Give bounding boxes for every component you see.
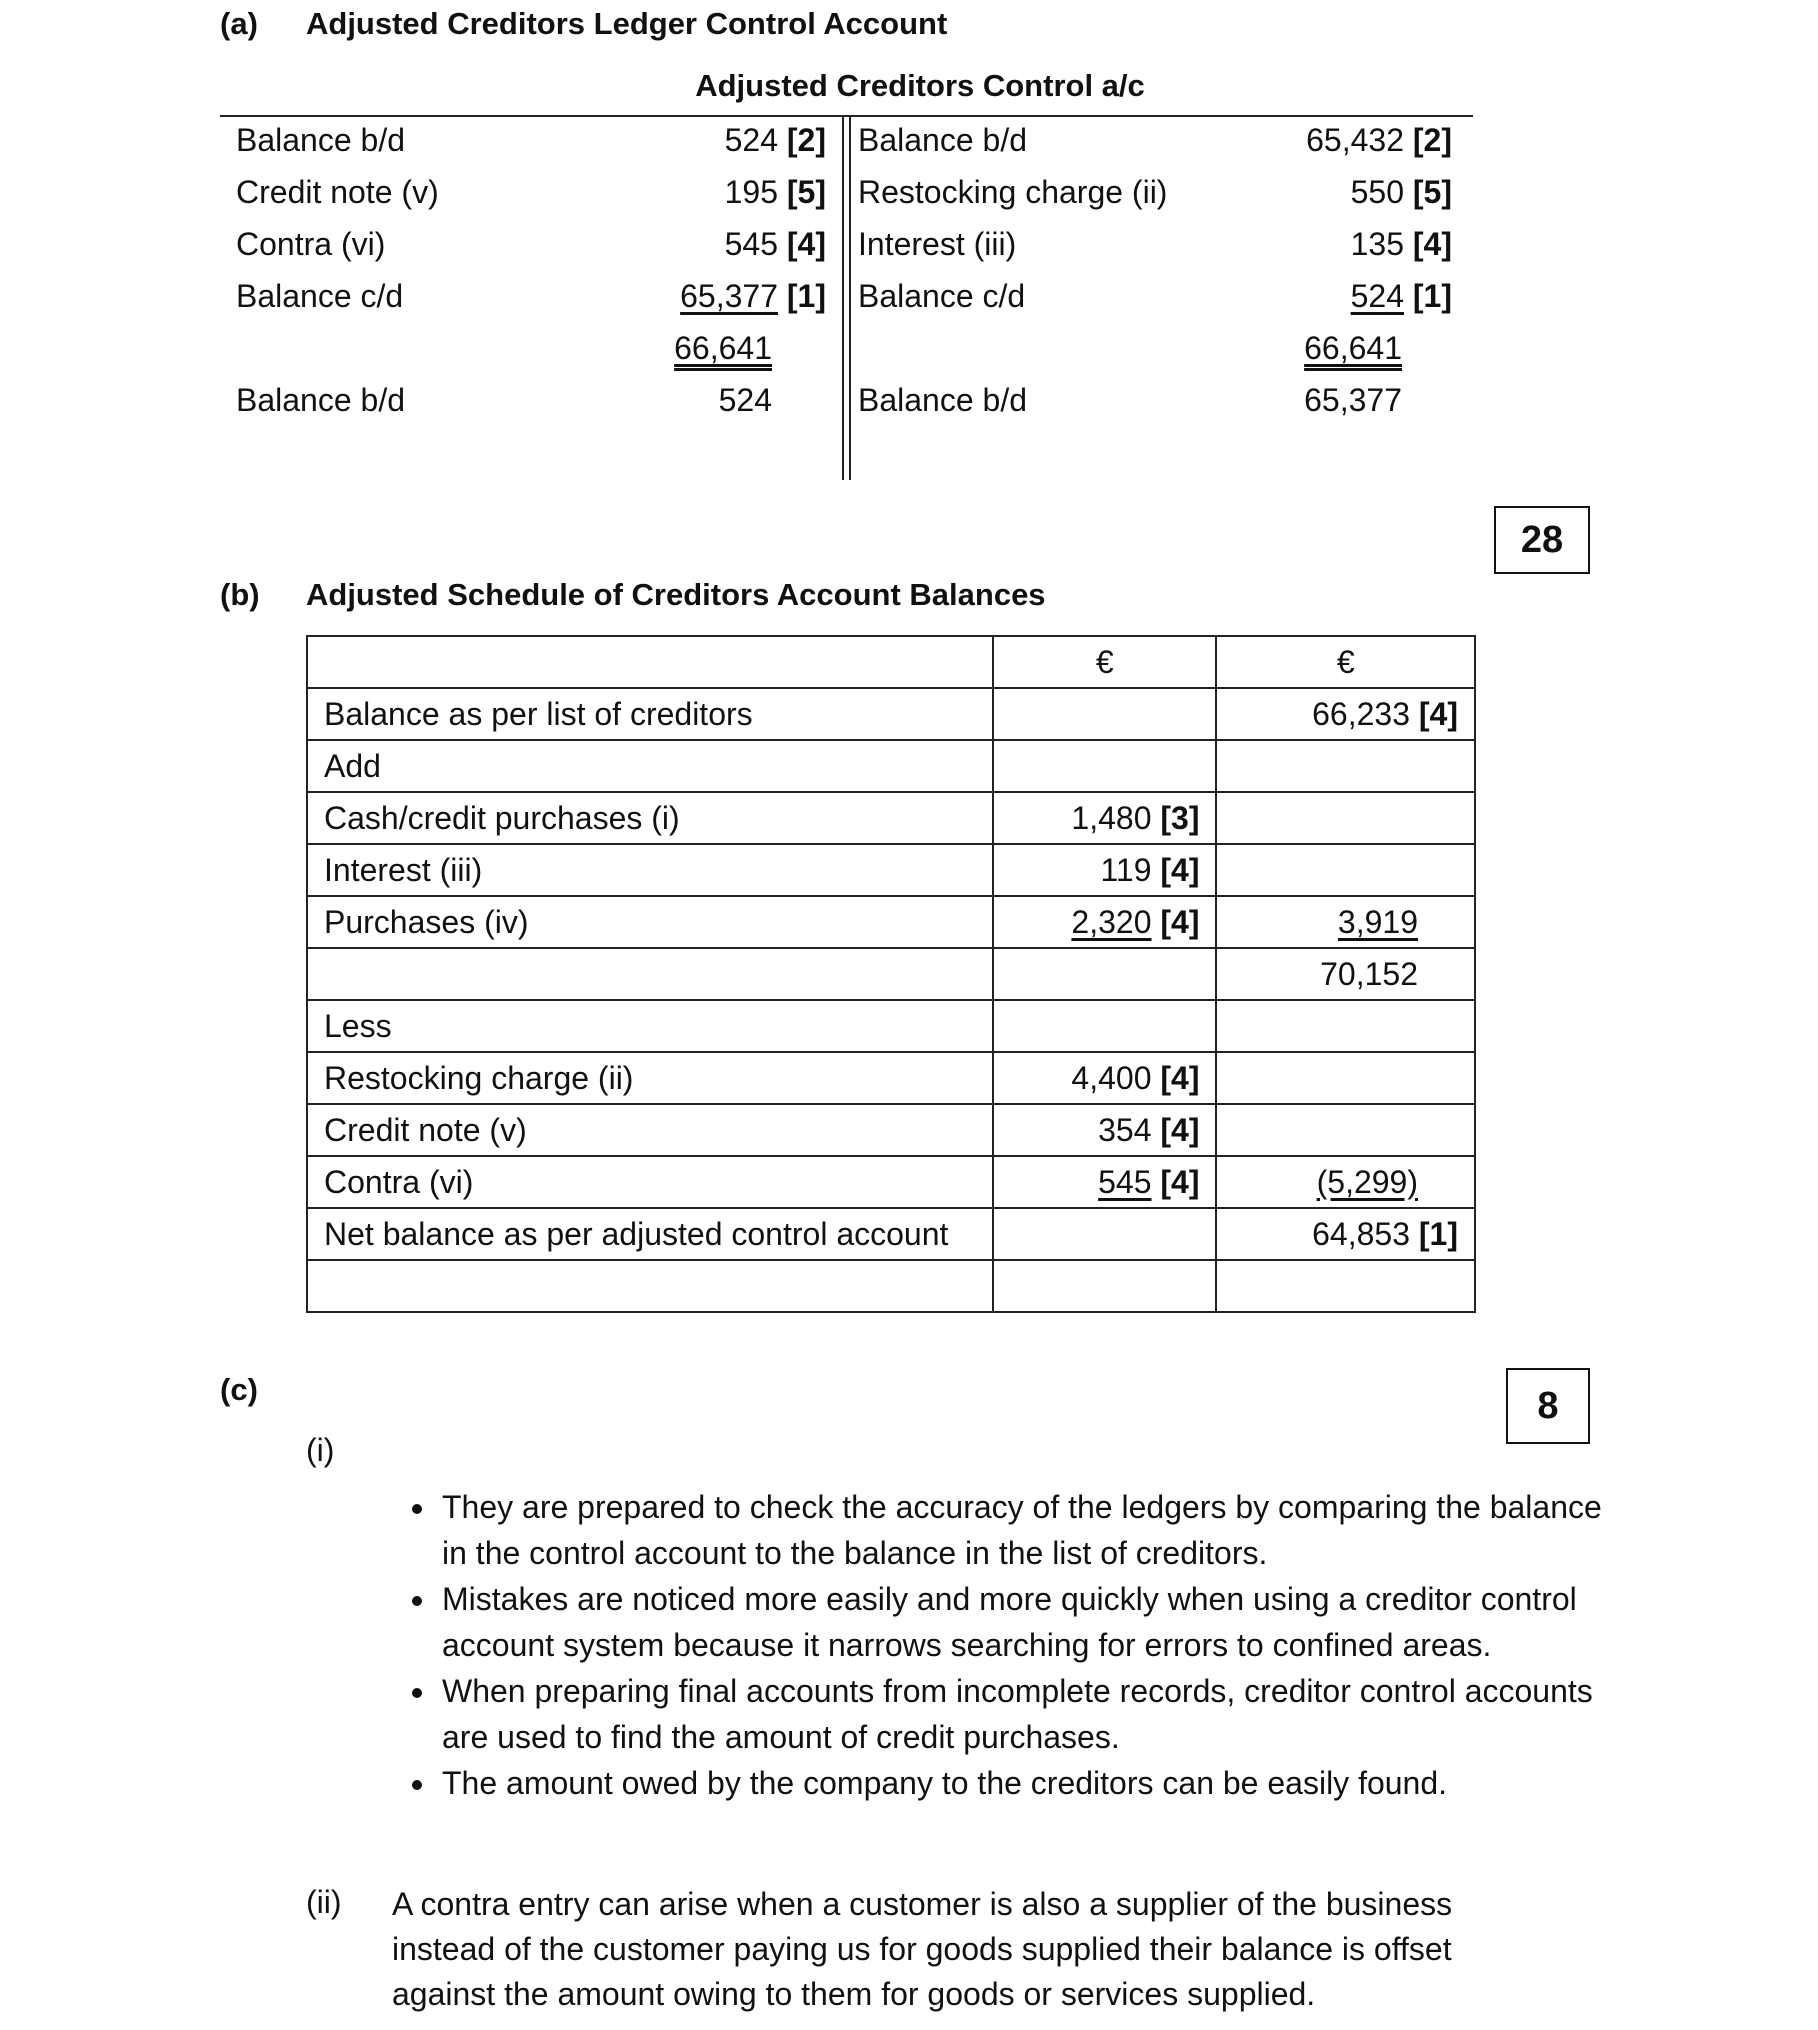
debit-amount-value: 65,377 <box>680 278 778 314</box>
score-box-part-b: 8 <box>1506 1368 1590 1444</box>
table-row <box>307 1208 1475 1260</box>
table-row <box>307 1104 1475 1156</box>
second-amount-value: (5,299) <box>1316 1163 1418 1200</box>
currency-header: € <box>1216 636 1475 688</box>
credit-entry-label: Restocking charge (ii) <box>858 174 1168 210</box>
table-header-row <box>307 636 1475 688</box>
credit-total: 66,641 <box>1304 330 1402 366</box>
second-amount-cell <box>1216 1260 1475 1312</box>
part-c-ii-label: (ii) <box>306 1884 342 1920</box>
credit-amount-value: 550 <box>1350 174 1404 210</box>
first-amount-value: 1,480 <box>1071 799 1152 836</box>
bullet-point: • When preparing final accounts from incomplete records, creditor control accounts are used to find the amount of credit purchases. <box>438 1668 1618 1760</box>
debit-entry-amount <box>600 122 826 159</box>
second-amount-mark: [1] <box>1418 1215 1458 1252</box>
first-amount-value: 2,320 <box>1071 903 1152 940</box>
second-amount-cell <box>1216 896 1475 948</box>
first-amount-cell <box>993 1260 1216 1312</box>
part-c-i-bullet-list <box>400 1484 1618 1806</box>
part-a-label: (a) <box>220 6 258 41</box>
debit-balance-bd-amount: 524 <box>718 382 772 418</box>
second-amount-value: 64,853 <box>1312 1215 1410 1252</box>
credit-amount-value: 135 <box>1350 226 1404 262</box>
second-amount-cell <box>1216 1052 1475 1104</box>
row-label-cell: Cash/credit purchases (i) <box>307 792 993 844</box>
table-row <box>307 688 1475 740</box>
table-row <box>307 1260 1475 1312</box>
credit-mark: [1] <box>1412 278 1452 314</box>
credit-entry-label: Balance c/d <box>858 278 1026 314</box>
credit-entry-amount <box>1200 174 1452 211</box>
row-label-cell: Add <box>307 740 993 792</box>
table-row <box>307 948 1475 1000</box>
row-label-cell: Interest (iii) <box>307 844 993 896</box>
credit-entry-amount <box>1200 122 1452 159</box>
account-title: Adjusted Creditors Control a/c <box>695 68 1145 103</box>
credit-balance-bd-amount: 65,377 <box>1304 382 1402 418</box>
second-amount-value: 70,152 <box>1320 955 1418 992</box>
debit-entry-label: Balance c/d <box>236 278 404 314</box>
first-amount-cell <box>993 740 1216 792</box>
first-amount-cell <box>993 844 1216 896</box>
credit-amount-value: 65,432 <box>1306 122 1404 158</box>
row-label-cell <box>307 1260 993 1312</box>
creditors-schedule-table <box>306 635 1476 1313</box>
credit-amount-value: 524 <box>1350 278 1404 314</box>
table-row <box>307 896 1475 948</box>
bullet-point: • Mistakes are noticed more easily and more quickly when using a creditor control account system because it narrows searching for errors to confined areas. <box>438 1576 1618 1668</box>
part-c-i-label: (i) <box>306 1432 335 1468</box>
header-blank-cell <box>307 636 993 688</box>
debit-entry-label: Contra (vi) <box>236 226 386 262</box>
first-amount-value: 354 <box>1098 1111 1152 1148</box>
debit-mark: [4] <box>786 226 826 262</box>
bullet-point: • The amount owed by the company to the creditors can be easily found. <box>438 1760 1618 1806</box>
second-amount-cell <box>1216 948 1475 1000</box>
row-label-cell: Contra (vi) <box>307 1156 993 1208</box>
part-b-label: (b) <box>220 577 260 612</box>
part-c-label: (c) <box>220 1372 258 1407</box>
first-amount-value: 119 <box>1100 851 1152 888</box>
first-amount-cell <box>993 1156 1216 1208</box>
bullet-point: • They are prepared to check the accuracy of the ledgers by comparing the balance in the control account to the balance in the list of creditors. <box>438 1484 1618 1576</box>
first-amount-cell <box>993 1208 1216 1260</box>
debit-amount-value: 524 <box>724 122 778 158</box>
first-amount-cell <box>993 1052 1216 1104</box>
first-amount-cell <box>993 948 1216 1000</box>
debit-mark: [1] <box>786 278 826 314</box>
first-amount-cell <box>993 792 1216 844</box>
row-label-cell <box>307 948 993 1000</box>
first-amount-mark: [4] <box>1160 1059 1200 1096</box>
first-amount-value: 4,400 <box>1071 1059 1152 1096</box>
second-amount-cell <box>1216 1208 1475 1260</box>
row-label-cell: Balance as per list of creditors <box>307 688 993 740</box>
debit-mark: [5] <box>786 174 826 210</box>
debit-amount-value: 545 <box>724 226 778 262</box>
debit-total: 66,641 <box>674 330 772 366</box>
first-amount-value: 545 <box>1098 1163 1152 1200</box>
second-amount-cell <box>1216 688 1475 740</box>
second-amount-value: 3,919 <box>1337 903 1418 940</box>
credit-mark: [4] <box>1412 226 1452 262</box>
table-row <box>307 1052 1475 1104</box>
first-amount-cell <box>993 688 1216 740</box>
part-a-title: Adjusted Creditors Ledger Control Account <box>306 6 948 41</box>
row-label-cell: Less <box>307 1000 993 1052</box>
first-amount-mark: [4] <box>1160 903 1200 940</box>
credit-entry-label: Interest (iii) <box>858 226 1017 262</box>
part-b-title: Adjusted Schedule of Creditors Account Balances <box>306 577 1046 612</box>
row-label-cell: Purchases (iv) <box>307 896 993 948</box>
debit-entry-label: Balance b/d <box>236 122 406 158</box>
second-amount-cell <box>1216 740 1475 792</box>
second-amount-value: 66,233 <box>1312 695 1410 732</box>
credit-balance-bd-label: Balance b/d <box>858 382 1028 418</box>
first-amount-mark: [4] <box>1160 1163 1200 1200</box>
credit-mark: [5] <box>1412 174 1452 210</box>
table-row <box>307 792 1475 844</box>
table-row <box>307 1156 1475 1208</box>
first-amount-mark: [4] <box>1160 1111 1200 1148</box>
row-label-cell: Restocking charge (ii) <box>307 1052 993 1104</box>
second-amount-cell <box>1216 1156 1475 1208</box>
debit-amount-value: 195 <box>724 174 778 210</box>
debit-mark: [2] <box>786 122 826 158</box>
first-amount-cell <box>993 1000 1216 1052</box>
debit-entry-label: Credit note (v) <box>236 174 439 210</box>
table-row <box>307 1000 1475 1052</box>
first-amount-mark: [3] <box>1160 799 1200 836</box>
credit-entry-amount <box>1200 278 1452 315</box>
second-amount-cell <box>1216 792 1475 844</box>
table-row <box>307 740 1475 792</box>
second-amount-cell <box>1216 1000 1475 1052</box>
second-amount-cell <box>1216 844 1475 896</box>
table-row <box>307 844 1475 896</box>
debit-entry-amount <box>600 226 826 263</box>
credit-entry-amount <box>1200 226 1452 263</box>
second-amount-cell <box>1216 1104 1475 1156</box>
credit-entry-label: Balance b/d <box>858 122 1028 158</box>
debit-entry-amount <box>600 278 826 315</box>
first-amount-cell <box>993 896 1216 948</box>
second-amount-mark: [4] <box>1418 695 1458 732</box>
row-label-cell: Net balance as per adjusted control account <box>307 1208 993 1260</box>
credit-mark: [2] <box>1412 122 1452 158</box>
debit-entry-amount <box>600 174 826 211</box>
score-box-part-a: 28 <box>1494 506 1590 574</box>
part-c-ii-text: A contra entry can arise when a customer is also a supplier of the business instead of the customer paying us for goods supplied their balance is offset against the amount owing to them for goods or services supplied. <box>392 1886 1453 2012</box>
row-label-cell: Credit note (v) <box>307 1104 993 1156</box>
first-amount-cell <box>993 1104 1216 1156</box>
debit-balance-bd-label: Balance b/d <box>236 382 406 418</box>
t-account-center-rule <box>842 116 851 480</box>
currency-header: € <box>993 636 1216 688</box>
first-amount-mark: [4] <box>1160 851 1200 888</box>
